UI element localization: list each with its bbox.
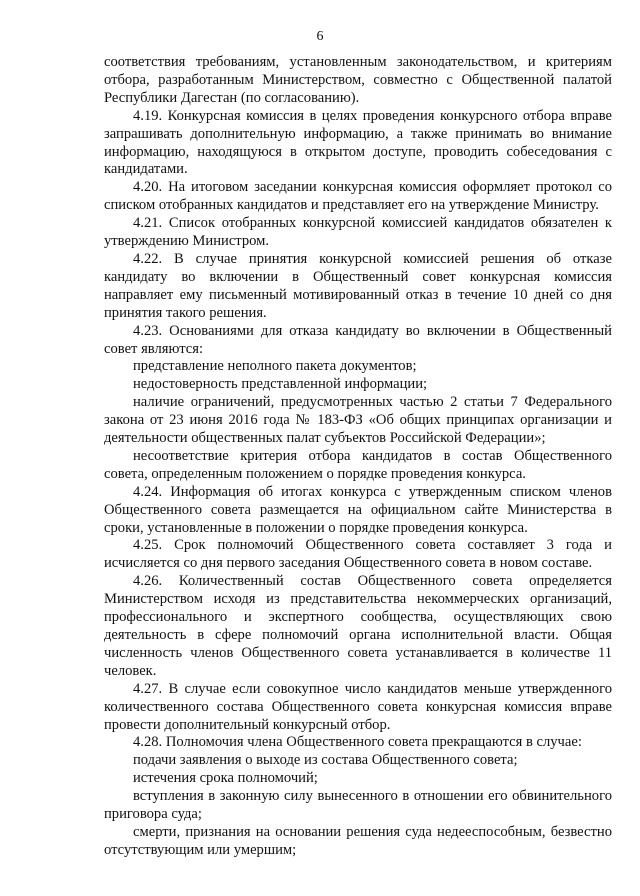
list-item: смерти, признания на основании решения суда недееспособным, безвестно отсутствующим или умершим; — [104, 823, 612, 858]
paragraph-continuation: соответствия требованиям, установленным законодательством, и критериям отбора, разработанным Министерством, совместно с Общественной палатой Республики Дагестан (по согласованию). — [104, 54, 612, 106]
paragraph-4-23: 4.23. Основаниями для отказа кандидату во включении в Общественный совет являются: — [104, 322, 612, 357]
paragraph-4-24: 4.24. Информация об итогах конкурса с утвержденным списком членов Общественного совета размещается на официальном сайте Министерства в сроки, установленные в положении о порядке проведения конкурса. — [104, 483, 612, 536]
paragraph-4-25: 4.25. Срок полномочий Общественного совета составляет 3 года и исчисляется со дня первого заседания Общественного совета в новом составе. — [104, 537, 612, 572]
list-item: вступления в законную силу вынесенного в отношении его обвинительного приговора суда; — [104, 788, 612, 823]
paragraph-4-22: 4.22. В случае принятия конкурсной комиссией решения об отказе кандидату во включении в Общественный совет конкурсная комиссия направляет ему письменный мотивированный отказ в течение 10 дней со дня принятия такого решения. — [104, 250, 612, 321]
paragraph-4-28: 4.28. Полномочия члена Общественного совета прекращаются в случае: — [133, 734, 582, 751]
document-body — [104, 54, 612, 860]
paragraph-4-26: 4.26. Количественный состав Общественного совета определяется Министерством исходя из представительства некоммерческих организаций, профессионального и экспертного сообщества, осуществляющих свою деятельность в сфере полномочий органа исполнительной власти. Общая численность членов Общественного совета устанавливается в количестве 11 человек. — [104, 573, 612, 679]
paragraph-4-20: 4.20. На итоговом заседании конкурсная комиссия оформляет протокол со списком отобранных кандидатов и представляет его на утверждение Министру. — [104, 179, 612, 214]
list-item: несоответствие критерия отбора кандидатов в состав Общественного совета, определенным положением о порядке проведения конкурса. — [104, 447, 612, 482]
list-item: представление неполного пакета документов; — [133, 358, 417, 375]
list-item: недостоверность представленной информации; — [133, 376, 428, 393]
list-item: истечения срока полномочий; — [133, 770, 318, 787]
paragraph-4-27: 4.27. В случае если совокупное число кандидатов меньше утвержденного количественного состава Общественного совета конкурсная комиссия вправе провести дополнительный конкурсный отбор. — [104, 680, 612, 733]
page-number: 6 — [316, 29, 324, 44]
list-item: наличие ограничений, предусмотренных частью 2 статьи 7 Федерального закона от 23 июня 2016 года № 183-ФЗ «Об общих принципах организации и деятельности общественных палат субъектов Российской Федерации»; — [104, 394, 612, 447]
list-item: подачи заявления о выходе из состава Общественного совета; — [133, 752, 518, 769]
paragraph-4-19: 4.19. Конкурсная комиссия в целях проведения конкурсного отбора вправе запрашивать дополнительную информацию, а также принимать во внимание информацию, находящуюся в открытом доступе, проводить собеседования с кандидатами. — [104, 107, 612, 178]
paragraph-4-21: 4.21. Список отобранных конкурсной комиссией кандидатов обязателен к утверждению Министром. — [104, 215, 612, 250]
